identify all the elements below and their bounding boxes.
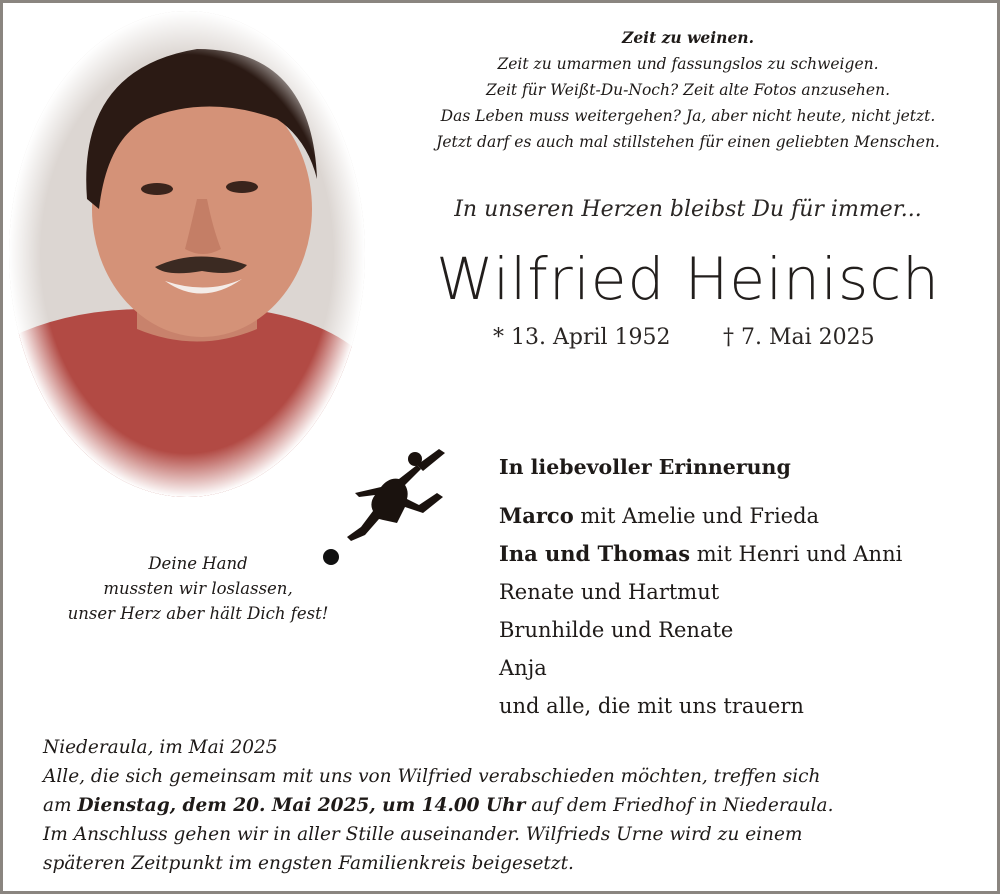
poem-line: Jetzt darf es auch mal stillstehen für einen geliebten Menschen. (436, 133, 940, 151)
hand-line: mussten wir loslassen, (103, 579, 293, 598)
notice-line: Im Anschluss gehen wir in aller Stille auseinander. Wilfrieds Urne wird zu einem (43, 824, 803, 845)
ceremony-date: Dienstag, dem 20. Mai 2025, um 14.00 Uhr (77, 795, 526, 816)
mourner-line: und alle, die mit uns trauern (499, 694, 804, 718)
birth-date: * 13. April 1952 (493, 325, 671, 350)
mourners-list (499, 497, 902, 725)
notice-line: späteren Zeitpunkt im engsten Familienkreis beigesetzt. (43, 853, 574, 874)
place-date: Niederaula, im Mai 2025 (43, 737, 278, 758)
portrait-photo (7, 9, 367, 499)
mourner-line: Ina und Thomas mit Henri und Anni (499, 541, 903, 566)
funeral-notice (43, 733, 983, 878)
poem-line: Das Leben muss weitergehen? Ja, aber nicht heute, nicht jetzt. (440, 107, 936, 125)
notice-line: Alle, die sich gemeinsam mit uns von Wilfried verabschieden möchten, treffen sich (43, 766, 821, 787)
poem-line: Zeit für Weißt-Du-Noch? Zeit alte Fotos anzusehen. (486, 81, 890, 99)
deceased-name: Wilfried Heinisch (436, 245, 940, 313)
mourner-line: Brunhilde und Renate (499, 618, 734, 642)
memory-heading: In liebevoller Erinnerung (499, 455, 791, 479)
tagline: In unseren Herzen bleibst Du für immer... (454, 197, 922, 222)
mourner-line: Anja (499, 656, 547, 680)
hand-line: unser Herz aber hält Dich fest! (67, 604, 329, 623)
notice-line: am Dienstag, dem 20. Mai 2025, um 14.00 Uhr auf dem Friedhof in Niederaula. (43, 795, 834, 816)
poem-line: Zeit zu umarmen und fassungslos zu schweigen. (497, 55, 879, 73)
poem-line: Zeit zu weinen. (622, 28, 754, 47)
death-date: † 7. Mai 2025 (723, 325, 875, 350)
hand-line: Deine Hand (148, 554, 248, 573)
mourner-line: Renate und Hartmut (499, 580, 720, 604)
hand-verse (23, 551, 373, 626)
poem (383, 25, 993, 155)
mourner-line: Marco mit Amelie und Frieda (499, 503, 820, 528)
